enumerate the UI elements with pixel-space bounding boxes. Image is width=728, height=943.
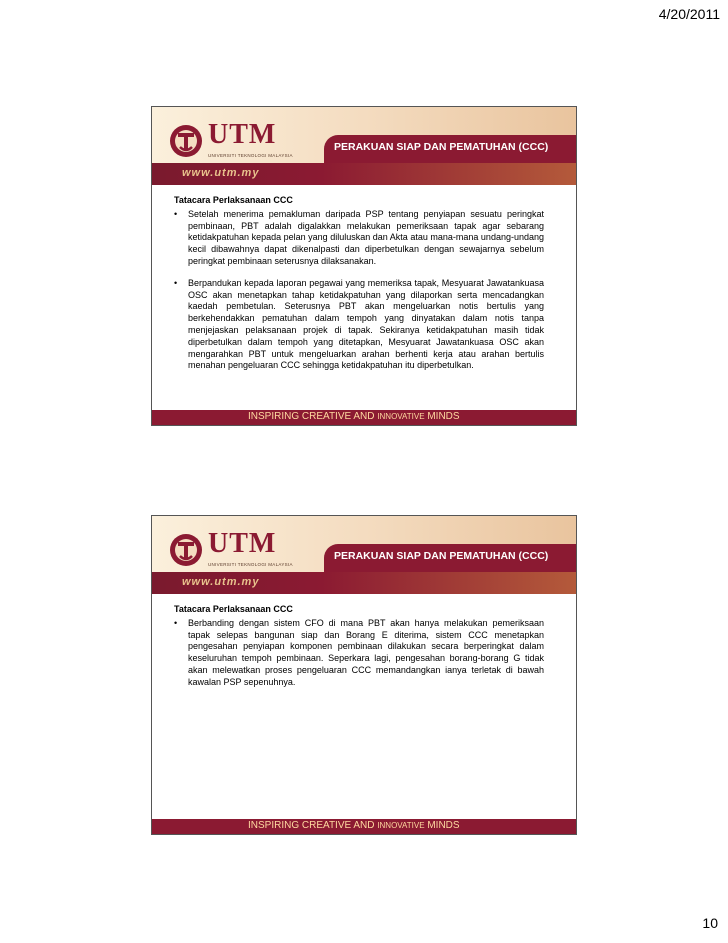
slide-footer xyxy=(152,410,576,425)
page-number: 10 xyxy=(702,915,718,931)
section-title: Tatacara Perlaksanaan CCC xyxy=(174,604,293,614)
logo-text: UTM xyxy=(208,119,277,150)
bullet-item xyxy=(174,209,544,268)
brand-url: www.utm.my xyxy=(182,167,260,179)
slide-body xyxy=(174,195,544,382)
brand-url: www.utm.my xyxy=(182,576,260,588)
bullet-text: Setelah menerima pemakluman daripada PSP tentang penyiapan sesuatu peringkat pembinaan, PBT adalah digalakkan melakukan pemeriksaan tapak agar sebarang ketidakpatuhan kepada pelan yang diluluskan dan Akta atau mana-mana undang-undang kecil dibawahnya dapat dikenalpasti dan diperbetulkan dengan sewajarnya sebelum peringkat pembinaan seterusnya dilaksanakan. xyxy=(188,208,544,266)
slide-header xyxy=(152,516,576,598)
bullet-item xyxy=(174,278,544,372)
utm-crest-icon xyxy=(168,530,204,570)
section-title: Tatacara Perlaksanaan CCC xyxy=(174,195,293,205)
bullet-icon: • xyxy=(174,277,178,288)
slide-body xyxy=(174,604,544,699)
bullet-text: Berpandukan kepada laporan pegawai yang memeriksa tapak, Mesyuarat Jawatankuasa OSC akan menetapkan tahap ketidakpatuhan yang dilaporkan serta mencadangkan kaedah pembetulan. Seterusnya PBT akan mengeluarkan notis bertulis yang berkehendakkan pematuhan dalam tempoh yang dinyatakan dalam notis tanpa menjejaskan pelaksanaan projek di tapak. Sekiranya ketidakpatuhan masih tidak diperbetulkan dalam tempoh yang ditetapkan, Mesyuarat Jawatankuasa OSC akan mengarahkan PBT untuk mengeluarkan arahan berhenti kerja atau arahan bertulis menahan pengeluaran CCC sehingga ketidakpatuhan itu diperbetulkan. xyxy=(188,277,544,371)
footer-tagline: INSPIRING CREATIVE AND INNOVATIVE MINDS xyxy=(248,411,460,422)
slide-title: PERAKUAN SIAP DAN PEMATUHAN (CCC) xyxy=(334,141,549,153)
logo-subtext: UNIVERSITI TEKNOLOGI MALAYSIA xyxy=(208,562,293,567)
slide-1 xyxy=(151,106,577,426)
slide-2 xyxy=(151,515,577,835)
footer-tagline: INSPIRING CREATIVE AND INNOVATIVE MINDS xyxy=(248,820,460,831)
slide-footer xyxy=(152,819,576,834)
bullet-item xyxy=(174,618,544,689)
bullet-icon: • xyxy=(174,208,178,219)
bullet-text: Berbanding dengan sistem CFO di mana PBT akan hanya melakukan pemeriksaan tapak selepas bangunan siap dan Borang E diterima, sistem CCC menetapkan pengesahan penyiapan komponen pembinaan dilakukan secara berperingkat dalam keseluruhan tempoh pembinaan. Seperkara lagi, pengesahan borang-borang G tidak akan melewatkan proses pengeluaran CCC memandangkan ianya terletak di bawah kawalan PSP sepenuhnya. xyxy=(188,617,544,687)
logo-subtext: UNIVERSITI TEKNOLOGI MALAYSIA xyxy=(208,153,293,158)
logo-text: UTM xyxy=(208,528,277,559)
slide-header xyxy=(152,107,576,189)
page-date: 4/20/2011 xyxy=(658,6,720,22)
utm-logo xyxy=(168,121,328,161)
utm-crest-icon xyxy=(168,121,204,161)
slide-title: PERAKUAN SIAP DAN PEMATUHAN (CCC) xyxy=(334,550,549,562)
utm-logo xyxy=(168,530,328,570)
bullet-icon: • xyxy=(174,617,178,628)
